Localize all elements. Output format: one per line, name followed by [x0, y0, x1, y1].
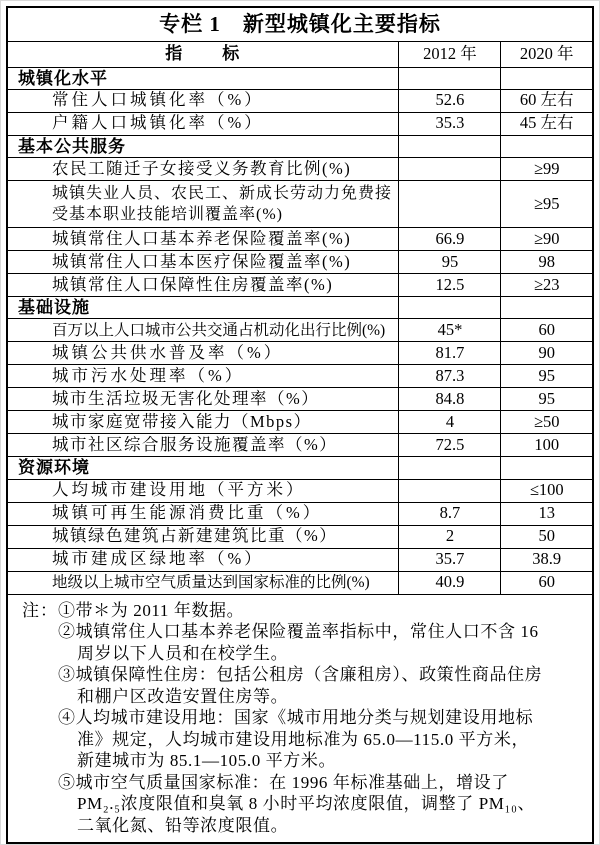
note-line: 新建城市为 85.1—105.0 平方米。	[76, 751, 337, 770]
value-2020-cell: ≥23	[501, 274, 593, 297]
value-2012-cell: 45*	[399, 319, 501, 342]
value-2012-cell: 72.5	[399, 434, 501, 457]
section-row-2	[7, 297, 593, 319]
value-2012-cell: 40.9	[399, 571, 501, 594]
indicator-cell: 城镇常住人口基本医疗保险覆盖率(%)	[7, 251, 399, 274]
value-2020-cell: 45 左右	[501, 112, 593, 135]
value-2012-cell: 52.6	[399, 89, 501, 112]
indicator-row	[7, 548, 593, 571]
title-row	[7, 7, 593, 41]
section-name: 城镇化水平	[7, 67, 399, 89]
indicator-row	[7, 502, 593, 525]
section-2012-cell	[399, 297, 501, 319]
note-line: 和棚户区改造安置住房等。	[76, 686, 289, 706]
value-2020-cell: ≥95	[501, 181, 593, 228]
notes-row	[7, 594, 593, 843]
value-2012-cell: 2	[399, 525, 501, 548]
value-2020-cell: 100	[501, 434, 593, 457]
section-2020-cell	[501, 297, 593, 319]
indicator-row	[7, 525, 593, 548]
note-item-2	[58, 621, 580, 664]
header-indicator: 指 标	[7, 41, 399, 67]
value-2020-cell: 60	[501, 319, 593, 342]
indicator-cell: 城市家庭宽带接入能力（Mbps）	[7, 411, 399, 434]
header-row	[7, 41, 593, 67]
value-2020-cell: 60 左右	[501, 89, 593, 112]
note-item-5	[58, 772, 580, 837]
value-2020-cell: ≥90	[501, 228, 593, 251]
notes-body	[58, 600, 580, 837]
indicator-cell: 城镇可再生能源消费比重（%）	[7, 502, 399, 525]
indicator-row	[7, 388, 593, 411]
note-item-3	[58, 664, 580, 707]
indicator-row	[7, 251, 593, 274]
table-title: 专栏 1 新型城镇化主要指标	[7, 7, 593, 41]
note-line: PM₂.₅浓度限值和臭氧 8 小时平均浓度限值，调整了 PM₁₀、	[76, 794, 536, 813]
note-item-1	[58, 600, 580, 622]
value-2012-cell: 87.3	[399, 365, 501, 388]
note-line: ⑤城市空气质量国家标准：在 1996 年标准基础上，增设了	[57, 772, 509, 792]
indicator-row	[7, 181, 593, 228]
value-2012-cell: 81.7	[399, 342, 501, 365]
value-2012-cell: 8.7	[399, 502, 501, 525]
indicator-cell: 城市生活垃圾无害化处理率（%）	[7, 388, 399, 411]
value-2020-cell: ≥50	[501, 411, 593, 434]
indicator-cell: 城市社区综合服务设施覆盖率（%）	[7, 434, 399, 457]
section-name: 基本公共服务	[7, 135, 399, 157]
notes-label: 注：	[21, 600, 58, 620]
indicator-row	[7, 319, 593, 342]
header-2012: 2012 年	[399, 41, 501, 67]
section-2020-cell	[501, 67, 593, 89]
value-2012-cell: 35.7	[399, 548, 501, 571]
indicator-cell: 常住人口城镇化率（%）	[7, 89, 399, 112]
value-2020-cell: 98	[501, 251, 593, 274]
value-2012-cell	[399, 158, 501, 181]
value-2020-cell: 50	[501, 525, 593, 548]
section-2012-cell	[399, 135, 501, 157]
value-2020-cell: 60	[501, 571, 593, 594]
value-2020-cell: 38.9	[501, 548, 593, 571]
indicator-row	[7, 274, 593, 297]
indicator-cell: 城镇绿色建筑占新建建筑比重（%）	[7, 525, 399, 548]
value-2012-cell: 4	[399, 411, 501, 434]
value-2020-cell: 95	[501, 388, 593, 411]
value-2012-cell	[399, 479, 501, 502]
indicator-cell: 百万以上人口城市公共交通占机动化出行比例(%)	[7, 319, 399, 342]
indicator-cell: 城镇失业人员、农民工、新成长劳动力免费接受基本职业技能培训覆盖率(%)	[7, 181, 399, 228]
value-2012-cell: 66.9	[399, 228, 501, 251]
value-2012-cell: 35.3	[399, 112, 501, 135]
section-row-3	[7, 457, 593, 479]
indicator-cell: 地级以上城市空气质量达到国家标准的比例(%)	[7, 571, 399, 594]
value-2020-cell: 90	[501, 342, 593, 365]
indicator-cell: 城镇公共供水普及率（%）	[7, 342, 399, 365]
indicator-cell: 城镇常住人口保障性住房覆盖率(%)	[7, 274, 399, 297]
value-2020-cell: 13	[501, 502, 593, 525]
indicator-cell: 户籍人口城镇化率（%）	[7, 112, 399, 135]
note-line: 二氧化氮、铅等浓度限值。	[76, 815, 289, 835]
indicators-table	[6, 6, 594, 844]
section-2020-cell	[501, 457, 593, 479]
value-2012-cell	[399, 181, 501, 228]
indicator-cell: 城市污水处理率（%）	[7, 365, 399, 388]
header-2020: 2020 年	[501, 41, 593, 67]
note-line: ②城镇常住人口基本养老保险覆盖率指标中，常住人口不含 16	[57, 622, 539, 641]
value-2020-cell: ≤100	[501, 479, 593, 502]
value-2020-cell: 95	[501, 365, 593, 388]
section-row-0	[7, 67, 593, 89]
indicator-row	[7, 89, 593, 112]
indicator-cell: 人均城市建设用地（平方米）	[7, 479, 399, 502]
note-line: ④人均城市建设用地：国家《城市用地分类与规划建设用地标	[57, 708, 534, 727]
value-2020-cell: ≥99	[501, 158, 593, 181]
section-2012-cell	[399, 67, 501, 89]
notes-section	[7, 594, 593, 843]
indicator-row	[7, 411, 593, 434]
indicator-row	[7, 479, 593, 502]
section-2020-cell	[501, 135, 593, 157]
indicator-row	[7, 571, 593, 594]
indicator-cell: 城市建成区绿地率（%）	[7, 548, 399, 571]
value-2012-cell: 84.8	[399, 388, 501, 411]
value-2012-cell: 12.5	[399, 274, 501, 297]
indicator-cell: 农民工随迁子女接受义务教育比例(%)	[7, 158, 399, 181]
indicator-row	[7, 365, 593, 388]
section-2012-cell	[399, 457, 501, 479]
value-2012-cell: 95	[399, 251, 501, 274]
section-name: 基础设施	[7, 297, 399, 319]
indicator-row	[7, 228, 593, 251]
note-line: 周岁以下人员和在校学生。	[76, 643, 289, 663]
section-name: 资源环境	[7, 457, 399, 479]
note-line: ③城镇保障性住房：包括公租房（含廉租房）、政策性商品住房	[57, 665, 543, 684]
section-row-1	[7, 135, 593, 157]
note-line: ①带＊为 2011 年数据。	[57, 600, 245, 620]
indicator-row	[7, 434, 593, 457]
indicator-row	[7, 158, 593, 181]
indicator-cell: 城镇常住人口基本养老保险覆盖率(%)	[7, 228, 399, 251]
indicator-row	[7, 342, 593, 365]
note-item-4	[58, 707, 580, 772]
note-line: 准》规定，人均城市建设用地标准为 65.0—115.0 平方米，	[76, 729, 530, 749]
indicator-row	[7, 112, 593, 135]
